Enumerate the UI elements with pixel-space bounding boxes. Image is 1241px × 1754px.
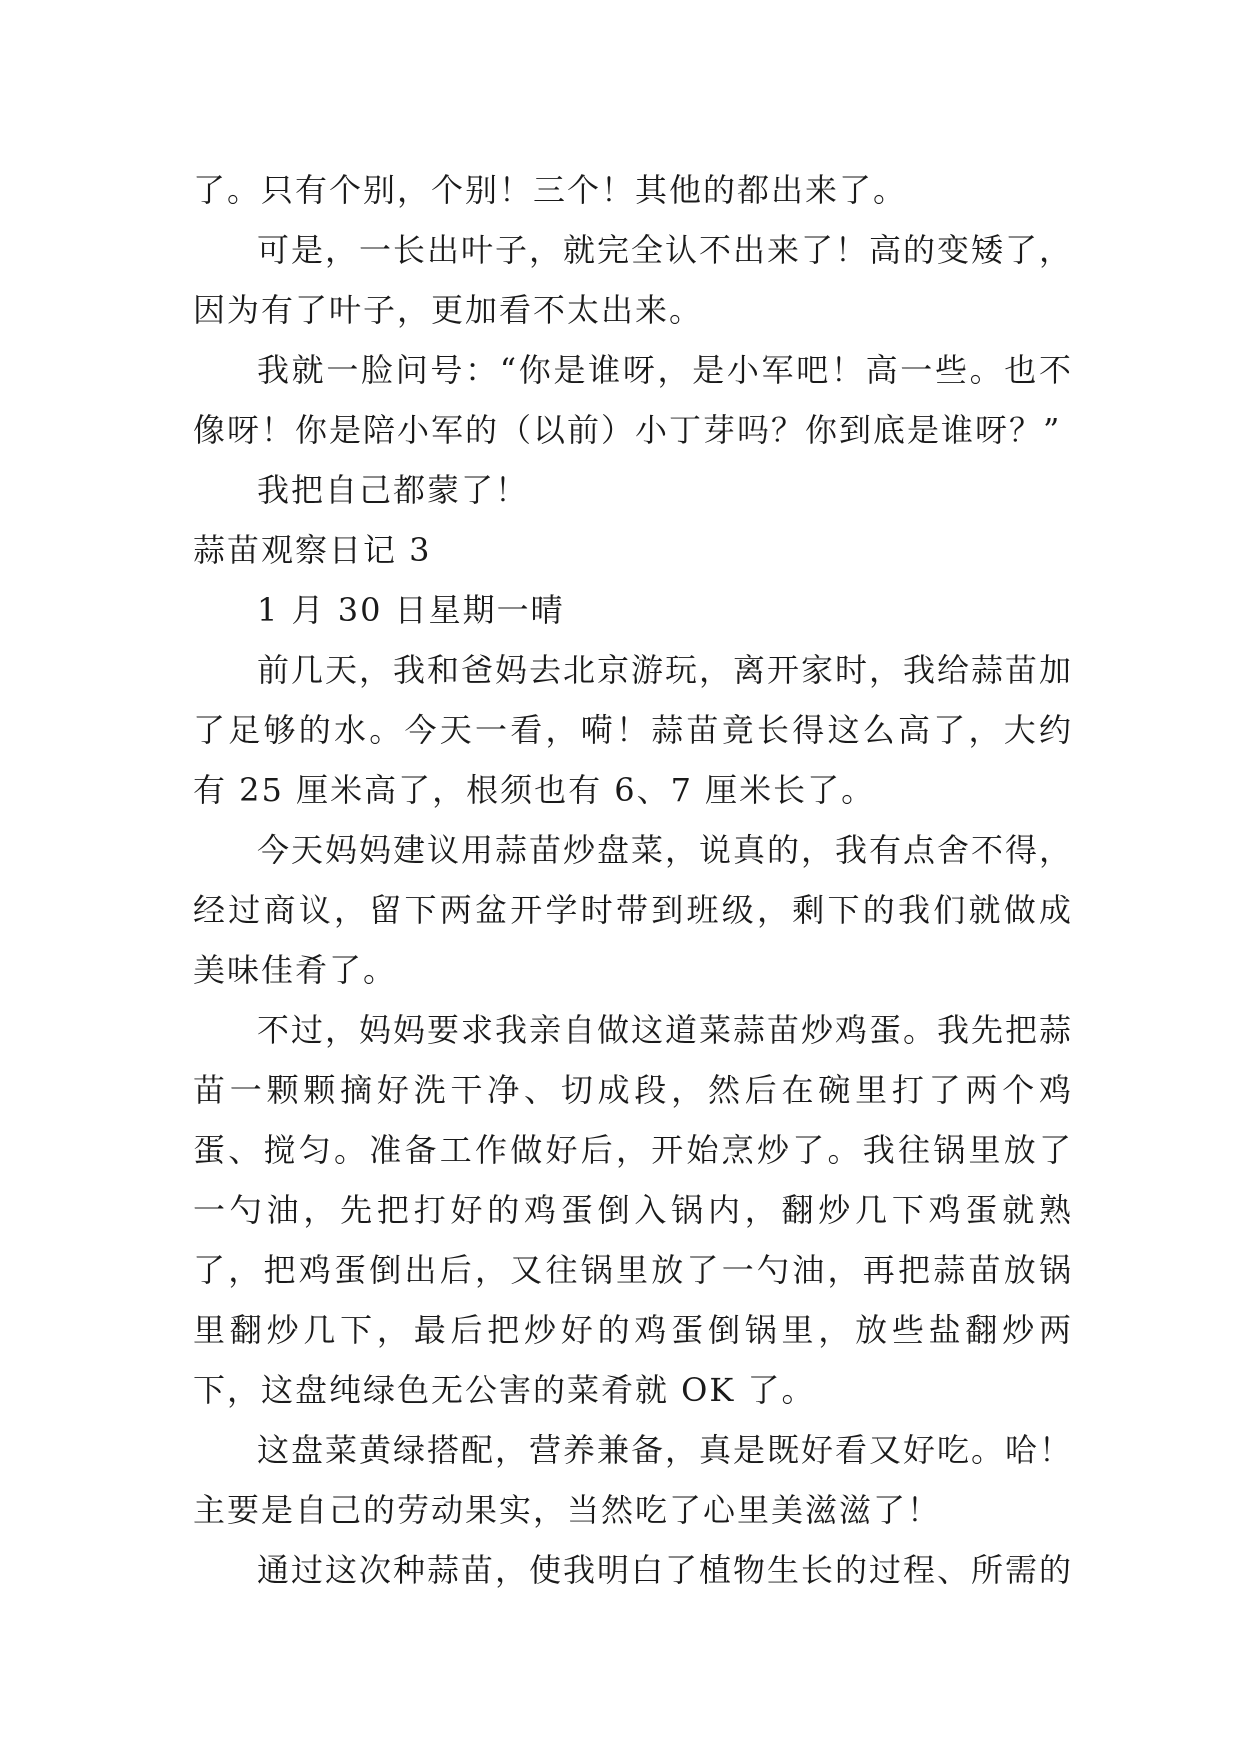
paragraph: 通过这次种蒜苗，使我明白了植物生长的过程、所需的 xyxy=(257,1551,1074,1589)
section-heading: 蒜苗观察日记 3 xyxy=(193,531,432,569)
document-body xyxy=(193,160,1073,1600)
paragraph: 我就一脸问号：“你是谁呀，是小军吧！高一些。也不像呀！你是陪小军的（以前）小丁芽吗？你到底是谁呀？” xyxy=(193,351,1073,449)
paragraph: 可是，一长出叶子，就完全认不出来了！高的变矮了，因为有了叶子，更加看不太出来。 xyxy=(193,231,1074,329)
paragraph: 我把自己都蒙了！ xyxy=(257,471,530,509)
paragraph: 这盘菜黄绿搭配，营养兼备，真是既好看又好吃。哈！主要是自己的劳动果实，当然吃了心里美滋滋了！ xyxy=(193,1431,1074,1529)
paragraph: 不过，妈妈要求我亲自做这道菜蒜苗炒鸡蛋。我先把蒜苗一颗颗摘好洗干净、切成段，然后在碗里打了两个鸡蛋、搅匀。准备工作做好后，开始烹炒了。我往锅里放了一勺油，先把打好的鸡蛋倒入锅内，翻炒几下鸡蛋就熟了，把鸡蛋倒出后，又往锅里放了一勺油，再把蒜苗放锅里翻炒几下，最后把炒好的鸡蛋倒锅里，放些盐翻炒两下，这盘纯绿色无公害的菜肴就 OK 了。 xyxy=(193,1011,1074,1409)
paragraph: 了。只有个别，个别！三个！其他的都出来了。 xyxy=(193,171,908,209)
paragraph: 今天妈妈建议用蒜苗炒盘菜，说真的，我有点舍不得，经过商议，留下两盆开学时带到班级，剩下的我们就做成美味佳肴了。 xyxy=(193,831,1074,989)
date-line: 1 月 30 日星期一晴 xyxy=(257,591,565,629)
paragraph: 前几天，我和爸妈去北京游玩，离开家时，我给蒜苗加了足够的水。今天一看，嗬！蒜苗竟长得这么高了，大约有 25 厘米高了，根须也有 6、7 厘米长了。 xyxy=(193,651,1074,809)
